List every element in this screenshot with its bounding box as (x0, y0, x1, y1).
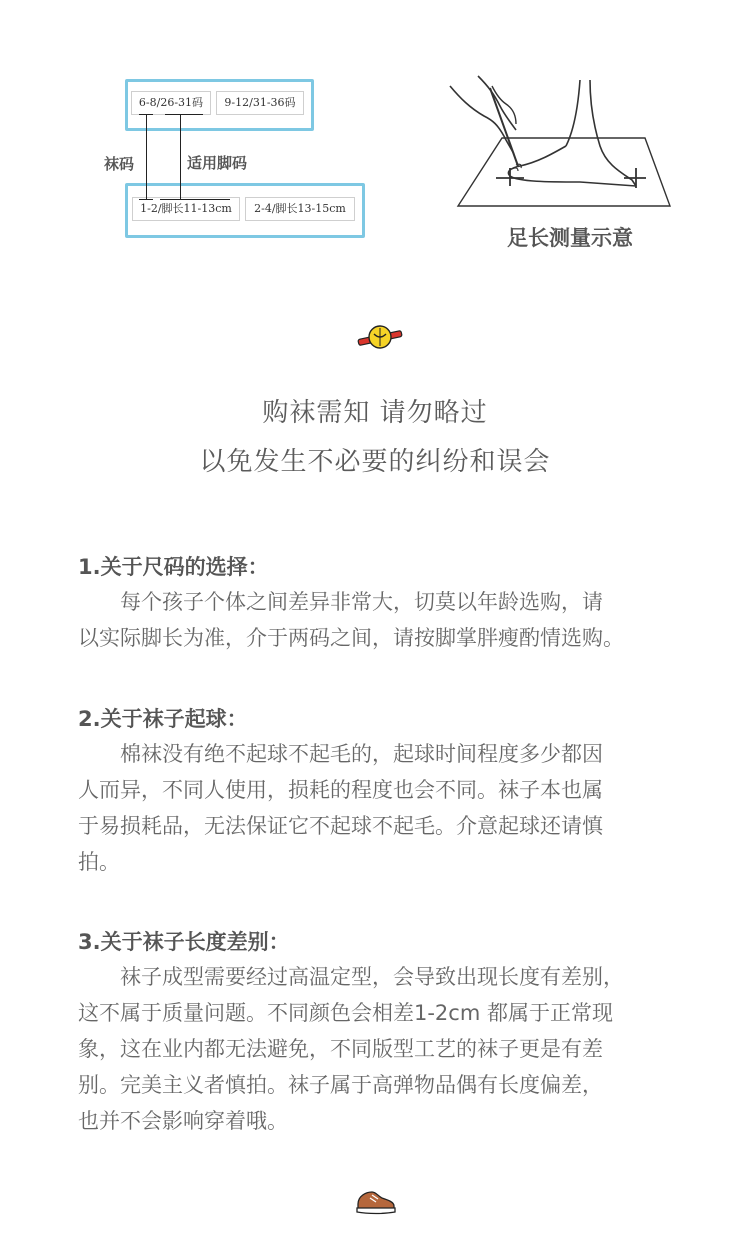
notice-heading-line2: 以免发生不必要的纠纷和误会 (199, 447, 551, 477)
connector-line (139, 199, 153, 200)
connector-line (146, 114, 147, 200)
body-line: 棉袜没有绝不起球不起毛的，起球时间程度多少都因 (78, 742, 603, 766)
body-line: 袜子成型需要经过高温定型，会导致出现长度有差别， (78, 965, 624, 989)
body-line: 人而异，不同人使用，损耗的程度也会不同。袜子本也属 (78, 778, 603, 802)
body-line: 也并不会影响穿着哦。 (78, 1109, 288, 1133)
connector-line (165, 114, 203, 115)
foot-measurement-caption: 足长测量示意 (507, 226, 633, 250)
sneaker-icon (354, 1186, 398, 1216)
section-title-length: 3.关于袜子长度差别： (78, 930, 290, 954)
body-line: 以实际脚长为准，介于两码之间，请按脚掌胖瘦酌情选购。 (78, 626, 624, 650)
size-tag: 9-12/31-36码 (216, 91, 304, 115)
section-title-size: 1.关于尺码的选择： (78, 555, 269, 579)
connector-line (160, 199, 230, 200)
body-line: 象，这在业内都无法避免，不同版型工艺的袜子更是有差 (78, 1037, 603, 1061)
body-line: 于易损耗品，无法保证它不起球不起毛。介意起球还请慎 (78, 814, 603, 838)
body-line: 这不属于质量问题。不同颜色会相差1-2cm 都属于正常现 (78, 1001, 613, 1025)
section-body-size (78, 584, 698, 656)
foot-measurement-illustration (440, 68, 680, 218)
notice-heading-line1: 购袜需知 请勿略过 (262, 398, 488, 428)
size-tag: 2-4/脚长13-15cm (245, 197, 355, 221)
foot-size-label: 适用脚码 (187, 154, 248, 172)
sock-ball-icon (356, 322, 404, 352)
body-line: 每个孩子个体之间差异非常大，切莫以年龄选购，请 (78, 590, 603, 614)
size-tag: 1-2/脚长11-13cm (132, 197, 240, 221)
sock-size-label: 袜码 (104, 155, 135, 173)
section-body-length (78, 959, 698, 1139)
connector-line (180, 114, 181, 200)
body-line: 拍。 (78, 850, 120, 874)
section-body-pilling (78, 736, 698, 880)
body-line: 别。完美主义者慎拍。袜子属于高弹物品偶有长度偏差， (78, 1073, 603, 1097)
section-title-pilling: 2.关于袜子起球： (78, 707, 248, 731)
size-tag: 6-8/26-31码 (131, 91, 211, 115)
